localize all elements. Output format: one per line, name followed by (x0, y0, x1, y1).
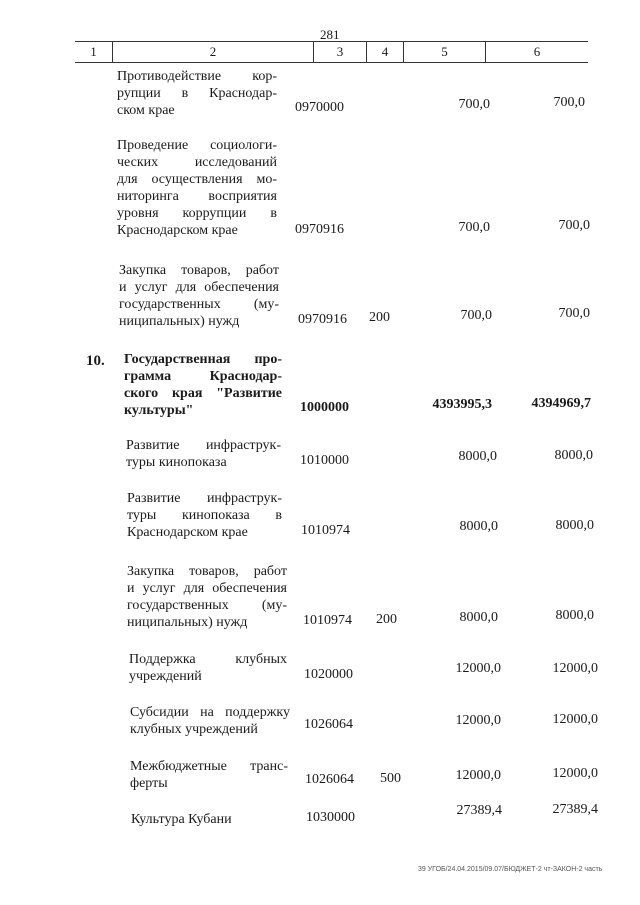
row-value-col5: 12000,0 (455, 713, 501, 728)
row-code: 1026064 (304, 717, 353, 732)
row-description: Закупка товаров, работ и услуг для обеспечения государственных (му- ниципальных) нужд (119, 263, 279, 329)
row-code: 1010000 (300, 453, 349, 468)
row-code: 1010974 (301, 523, 350, 538)
row-expense-type: 500 (380, 771, 401, 786)
row-code: 1030000 (306, 810, 355, 825)
row-value-col5: 4393995,3 (432, 397, 492, 412)
row-value-col6: 700,0 (558, 306, 590, 321)
row-value-col6: 27389,4 (552, 802, 598, 817)
row-expense-type: 200 (376, 612, 397, 627)
row-value-col5: 700,0 (458, 220, 490, 235)
row-value-col6: 12000,0 (552, 766, 598, 781)
header-col-1: 1 (90, 44, 97, 59)
row-value-col6: 8000,0 (555, 608, 594, 623)
row-code: 1026064 (305, 772, 354, 787)
header-col-6: 6 (485, 42, 588, 62)
row-value-col6: 700,0 (553, 95, 585, 110)
row-value-col5: 27389,4 (456, 803, 502, 818)
row-value-col5: 8000,0 (459, 610, 498, 625)
row-expense-type: 200 (369, 310, 390, 325)
row-number: 10. (86, 353, 105, 369)
row-code: 1020000 (304, 667, 353, 682)
row-value-col5: 12000,0 (455, 661, 501, 676)
row-value-col6: 8000,0 (554, 448, 593, 463)
row-description: Противодействие кор- рупции в Краснодар- ском крае (117, 69, 277, 118)
row-code: 0970916 (298, 312, 347, 327)
row-value-col6: 12000,0 (552, 661, 598, 676)
row-value-col6: 8000,0 (555, 518, 594, 533)
row-value-col5: 12000,0 (455, 768, 501, 783)
header-col-4: 4 (366, 42, 403, 62)
header-col-3: 3 (313, 42, 366, 62)
row-value-col5: 700,0 (458, 97, 490, 112)
row-description: Развитие инфраструк- туры кинопоказа в Краснодарском крае (127, 491, 282, 540)
row-code: 0970916 (295, 222, 344, 237)
row-description: Государственная про- грамма Краснодар- ского края "Развитие культуры" (124, 352, 282, 418)
row-description: Проведение социологи- ческих исследований для осуществления мо- ниторинга восприятия уровня коррупции в Краснодарском крае (117, 138, 277, 238)
row-code: 0970000 (295, 100, 344, 115)
row-description: Межбюджетные транс- ферты (130, 759, 288, 791)
row-value-col6: 12000,0 (552, 712, 598, 727)
row-description: Закупка товаров, работ и услуг для обеспечения государственных (му- ниципальных) нужд (127, 564, 287, 630)
row-description: Поддержка клубных учреждений (129, 652, 287, 684)
table-header (75, 41, 588, 63)
header-col-2: 2 (112, 42, 313, 62)
footer-stamp: 39 УГОБ/24.04.2015/09.07/БЮДЖЕТ-2 чт-ЗАКОН-2 часть (418, 866, 603, 873)
row-value-col6: 700,0 (558, 218, 590, 233)
page-number: 281 (320, 27, 340, 42)
header-col-5: 5 (403, 42, 485, 62)
row-description: Развитие инфраструк- туры кинопоказа (126, 438, 281, 470)
row-code: 1000000 (300, 400, 349, 415)
row-description: Субсидии на поддержку клубных учреждений (130, 705, 290, 737)
row-value-col5: 700,0 (460, 308, 492, 323)
row-value-col5: 8000,0 (458, 449, 497, 464)
row-description: Культура Кубани (131, 812, 232, 827)
row-code: 1010974 (303, 613, 352, 628)
row-value-col5: 8000,0 (459, 519, 498, 534)
row-value-col6: 4394969,7 (531, 396, 591, 411)
